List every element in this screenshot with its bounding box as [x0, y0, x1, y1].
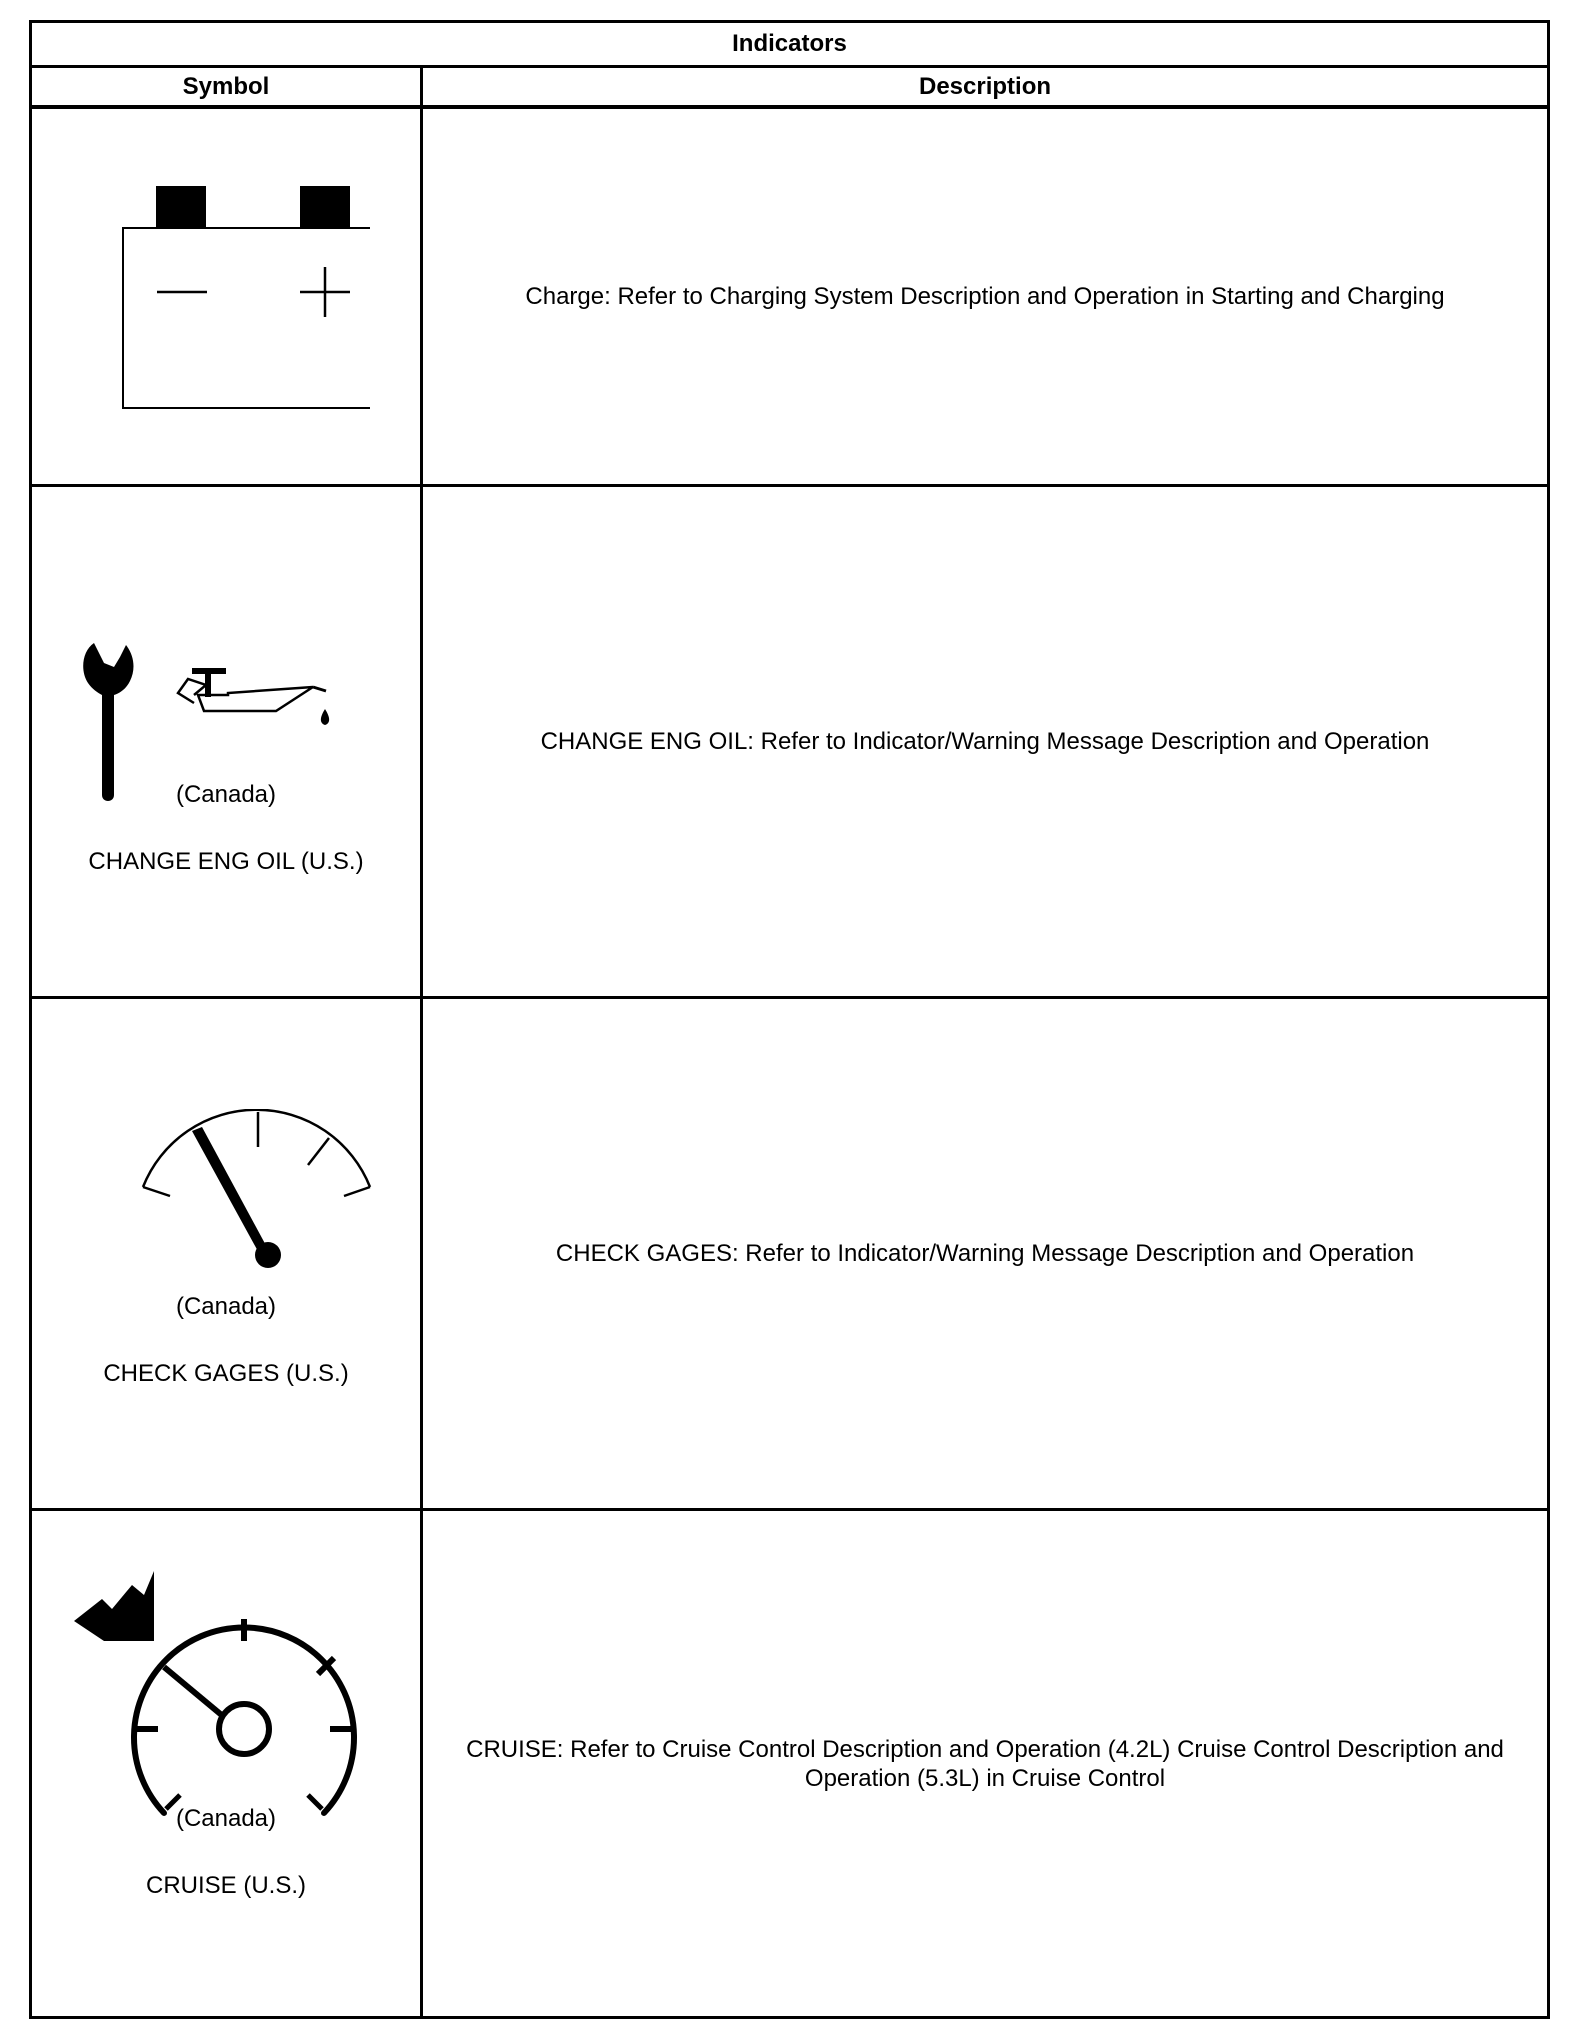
- description-cell: CHECK GAGES: Refer to Indicator/Warning Message Description and Operation: [555, 1240, 1415, 1267]
- table-row: [32, 487, 1547, 999]
- gauge-icon: [110, 1109, 410, 1309]
- table-row: [32, 999, 1547, 1511]
- cruise-speedometer-icon: [72, 1571, 402, 1831]
- us-label: CHECK GAGES (U.S.): [103, 1360, 349, 1387]
- table-title: Indicators: [32, 23, 1547, 68]
- symbol-column-header: Symbol: [182, 72, 270, 100]
- symbol-cell: [32, 1511, 420, 2016]
- canada-label: (Canada): [175, 1805, 277, 1832]
- description-cell: Charge: Refer to Charging System Description and Operation in Starting and Charging: [525, 283, 1445, 310]
- symbol-cell: [32, 999, 420, 1508]
- description-column-header: Description: [918, 72, 1052, 100]
- description-cell: CHANGE ENG OIL: Refer to Indicator/Warning Message Description and Operation: [540, 728, 1430, 755]
- symbol-cell: [32, 487, 420, 996]
- battery-icon: [90, 184, 370, 414]
- us-label: CHANGE ENG OIL (U.S.): [88, 848, 364, 875]
- description-cell: CRUISE: Refer to Cruise Control Description and Operation (4.2L) Cruise Control Description and Operation (5.3L) in Cruise Control: [466, 1735, 1504, 1792]
- symbol-cell: [32, 109, 420, 484]
- table-row: [32, 1511, 1547, 2019]
- us-label: CRUISE (U.S.): [145, 1872, 306, 1899]
- indicators-table: [29, 20, 1550, 2019]
- column-divider: [420, 68, 423, 2019]
- table-row: [32, 109, 1547, 487]
- canada-label: (Canada): [175, 1293, 277, 1320]
- canada-label: (Canada): [175, 781, 277, 808]
- table-header-row: [32, 68, 1547, 109]
